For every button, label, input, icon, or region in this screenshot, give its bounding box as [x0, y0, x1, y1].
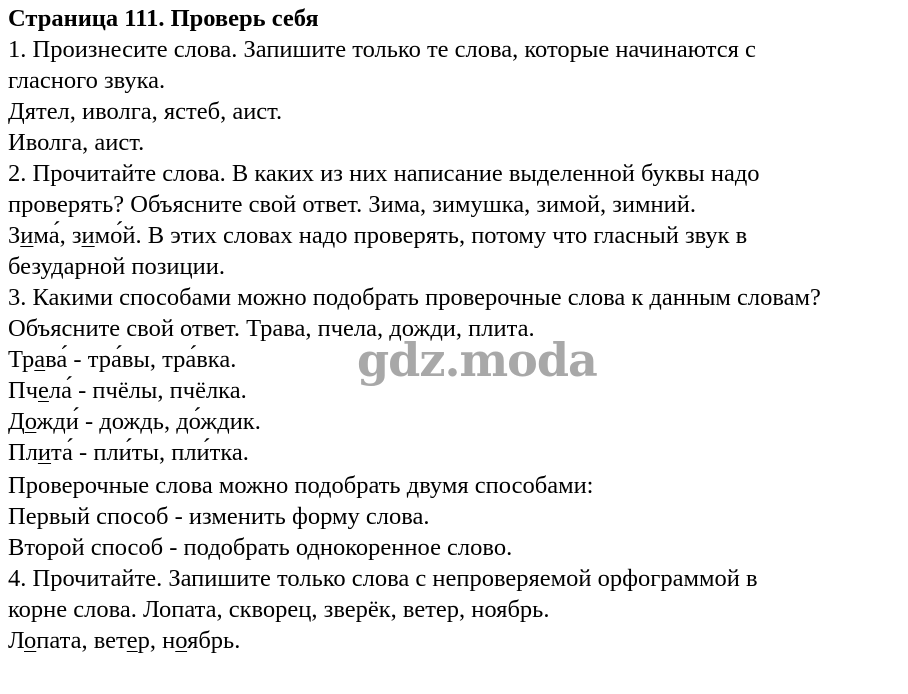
text-segment: 2. Прочитайте слова. В каких из них написание выделенной буквы надо [8, 160, 760, 187]
text-line [8, 189, 902, 220]
underlined-vowel: о [175, 627, 188, 654]
text-segment: жди́ - дождь, до́ждик. [36, 408, 261, 435]
text-segment: ма́, з [33, 222, 82, 249]
underlined-vowel: и [81, 222, 95, 249]
text-line [8, 65, 902, 96]
text-segment: безударной позиции. [8, 253, 225, 280]
text-segment: Тр [8, 346, 35, 373]
text-line [8, 501, 902, 532]
text-segment: Дятел, иволга, ястеб, аист. [8, 98, 283, 125]
text-line [8, 96, 902, 127]
underlined-vowel: и [37, 439, 52, 466]
text-segment: Проверочные слова можно подобрать двумя способами: [8, 472, 594, 499]
text-line [8, 406, 902, 437]
text-segment: Пл [8, 439, 38, 466]
text-segment: пата, вет [36, 627, 127, 654]
underlined-vowel: о [24, 627, 37, 654]
text-segment: та́ - пли́ты, пли́тка. [51, 439, 249, 466]
text-segment: 4. Прочитайте. Запишите только слова с непроверяемой орфограммой в [8, 565, 758, 592]
text-segment: 1. Произнесите слова. Запишите только те слова, которые начинаются с [8, 36, 756, 63]
text-line [8, 158, 902, 189]
underlined-vowel: е [126, 627, 138, 654]
text-segment: гласного звука. [8, 67, 166, 94]
text-line [8, 625, 902, 656]
text-segment: З [8, 222, 21, 249]
text-line [8, 34, 902, 65]
text-line [8, 220, 902, 251]
text-line [8, 594, 902, 625]
text-line [8, 251, 902, 282]
text-segment: Д [8, 408, 25, 435]
text-segment: 3. Какими способами можно подобрать проверочные слова к данным словам? [8, 284, 821, 311]
underlined-vowel: а [34, 346, 46, 373]
text-segment: мо́й. В этих словах надо проверять, потому что гласный звук в [94, 222, 748, 249]
text-segment: р, н [137, 627, 176, 654]
text-line [8, 532, 902, 563]
underlined-vowel: и [20, 222, 34, 249]
text-segment: ла́ - пчёлы, пчёлка. [48, 377, 247, 404]
watermark-logo: gdz.moda [357, 333, 597, 387]
text-segment: Второй способ - подобрать однокоренное слово. [8, 534, 513, 561]
page-title: Страница 111. Проверь себя [8, 5, 319, 32]
text-line [8, 437, 902, 468]
text-segment: ябрь. [187, 627, 241, 654]
underlined-vowel: о [24, 408, 37, 435]
underlined-vowel: е [38, 377, 49, 404]
text-line [8, 127, 902, 158]
text-segment: ва́ - тра́вы, тра́вка. [45, 346, 237, 373]
text-segment: Первый способ - изменить форму слова. [8, 503, 430, 530]
text-segment: проверять? Объясните свой ответ. Зима, зимушка, зимой, зимний. [8, 191, 696, 218]
text-segment: Иволга, аист. [8, 129, 145, 156]
text-line [8, 282, 902, 313]
text-segment: Л [8, 627, 25, 654]
text-segment: корне слова. Лопата, скворец, зверёк, ветер, ноябрь. [8, 596, 550, 623]
text-line [8, 470, 902, 501]
text-segment: Объясните свой ответ. Трава, пчела, дожди, плита. [8, 315, 535, 342]
text-segment: Пч [8, 377, 39, 404]
text-line [8, 563, 902, 594]
